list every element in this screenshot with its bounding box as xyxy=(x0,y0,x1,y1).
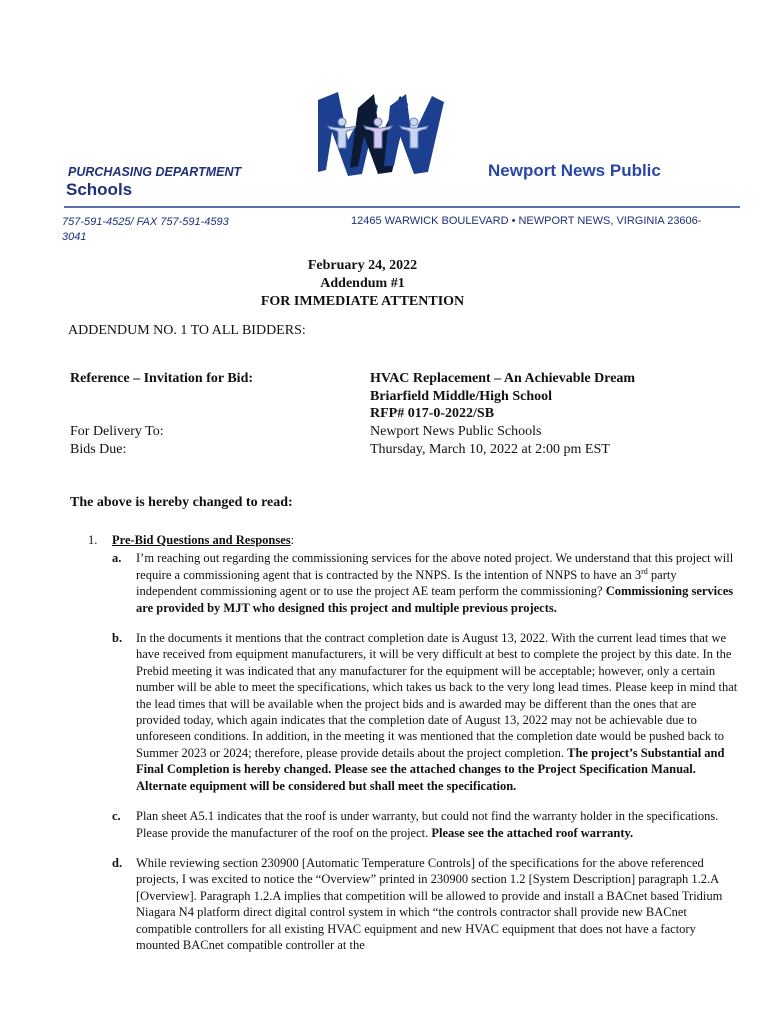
question-item xyxy=(88,808,738,841)
questions-list xyxy=(88,532,738,967)
due-label: Bids Due: xyxy=(70,442,127,457)
question-text: I’m reaching out regarding the commissioning services for the above noted project. We understand that this project will require a commissioning agent that is contracted by the NNPS. Is the intention of NNPS to have an 3 xyxy=(136,551,734,582)
department-label: PURCHASING DEPARTMENT xyxy=(68,165,242,179)
question-text: In the documents it mentions that the contract completion date is August 13, 2022. With the current lead times that we have received from equipment manufacturers, it will be very difficult at best to complete the project by this date. In the Prebid meeting it was indicated that any manufacturer for the equipment will be acceptable; however, only a certain number will be able to meet the specifications, which takes us back to the very long lead times. Please keep in mind that the lead times that will be available when the project bids and is awarded may be different than the ones that are provided today, which again indicates that the completion date of August 13, 2022 may not be achievable due to unforeseen conditions. In addition, in the meeting it was mentioned that the completion date would be pushed back to Summer 2023 or 2024; therefore, please provide details about the project completion. xyxy=(136,631,738,760)
intro-line: ADDENDUM NO. 1 TO ALL BIDDERS: xyxy=(68,323,306,338)
answer-text: Commissioning services are provided by MJT who designed this project and multiple previous projects. xyxy=(136,584,734,615)
phone-fax: 757-591-4525/ FAX 757-591-4593 3041 xyxy=(62,216,229,243)
header-divider xyxy=(64,206,740,208)
project-title: HVAC Replacement – An Achievable Dream xyxy=(370,371,636,386)
section-title: Pre-Bid Questions and Responses xyxy=(112,533,291,547)
reference-label: Reference – Invitation for Bid: xyxy=(70,371,254,386)
item-label: d. xyxy=(112,855,123,870)
answer-text: Please see the attached roof warranty. xyxy=(431,825,634,840)
address: 12465 WARWICK BOULEVARD • NEWPORT NEWS, VIRGINIA 23606- xyxy=(351,215,702,227)
superscript: rd xyxy=(641,566,648,576)
item-label: b. xyxy=(112,631,123,646)
item-label: c. xyxy=(112,809,121,824)
delivery-label: For Delivery To: xyxy=(70,424,164,439)
answer-text: The project’s Substantial and Final Completion is hereby changed. Please see the attached changes to the Project Specification Manual. Alternate equipment will be considered but shall meet the specification. xyxy=(136,745,725,793)
question-item xyxy=(88,630,738,794)
question-text: Plan sheet A5.1 indicates that the roof is under warranty, but could not find the warranty holder in the specifications. Please provide the manufacturer of the roof on the project. xyxy=(136,809,719,840)
due-value: Thursday, March 10, 2022 at 2:00 pm EST xyxy=(370,442,610,457)
addendum-number: Addendum #1 xyxy=(320,276,405,291)
item-label: a. xyxy=(112,551,122,566)
org-name-line2: Schools xyxy=(66,180,133,199)
section-heading: 1. Pre-Bid Questions and Responses: xyxy=(88,533,295,547)
changed-heading: The above is hereby changed to read: xyxy=(70,495,293,510)
question-text-cont: party independent commissioning agent or to use the project AE team perform the commissioning? xyxy=(136,567,677,599)
org-name-line1: Newport News Public xyxy=(488,161,661,180)
nnps-logo xyxy=(318,86,446,176)
attention-banner: FOR IMMEDIATE ATTENTION xyxy=(260,294,465,309)
school-name: Briarfield Middle/High School xyxy=(370,389,553,404)
delivery-value: Newport News Public Schools xyxy=(370,424,542,439)
section-number: 1. xyxy=(88,533,98,547)
question-item xyxy=(88,550,738,616)
document-date: February 24, 2022 xyxy=(307,258,418,273)
question-item xyxy=(88,855,738,953)
question-text: While reviewing section 230900 [Automatic Temperature Controls] of the specifications for the above referenced projects, I was excited to notice the “Overview” printed in 230900 section 1.2 [System Description] paragraph 1.2.A [Overview]. Paragraph 1.2.A implies that competition will be allowed to provide and install a BACnet based Tridium Niagara N4 platform direct digital control system in which “the controls contractor shall provide new BACnet compatible controllers for all existing HVAC equipment and new HVAC equipment that does not have a factory mounted BACnet compatible controller at the xyxy=(136,855,723,952)
rfp-number: RFP# 017-0-2022/SB xyxy=(370,406,495,421)
